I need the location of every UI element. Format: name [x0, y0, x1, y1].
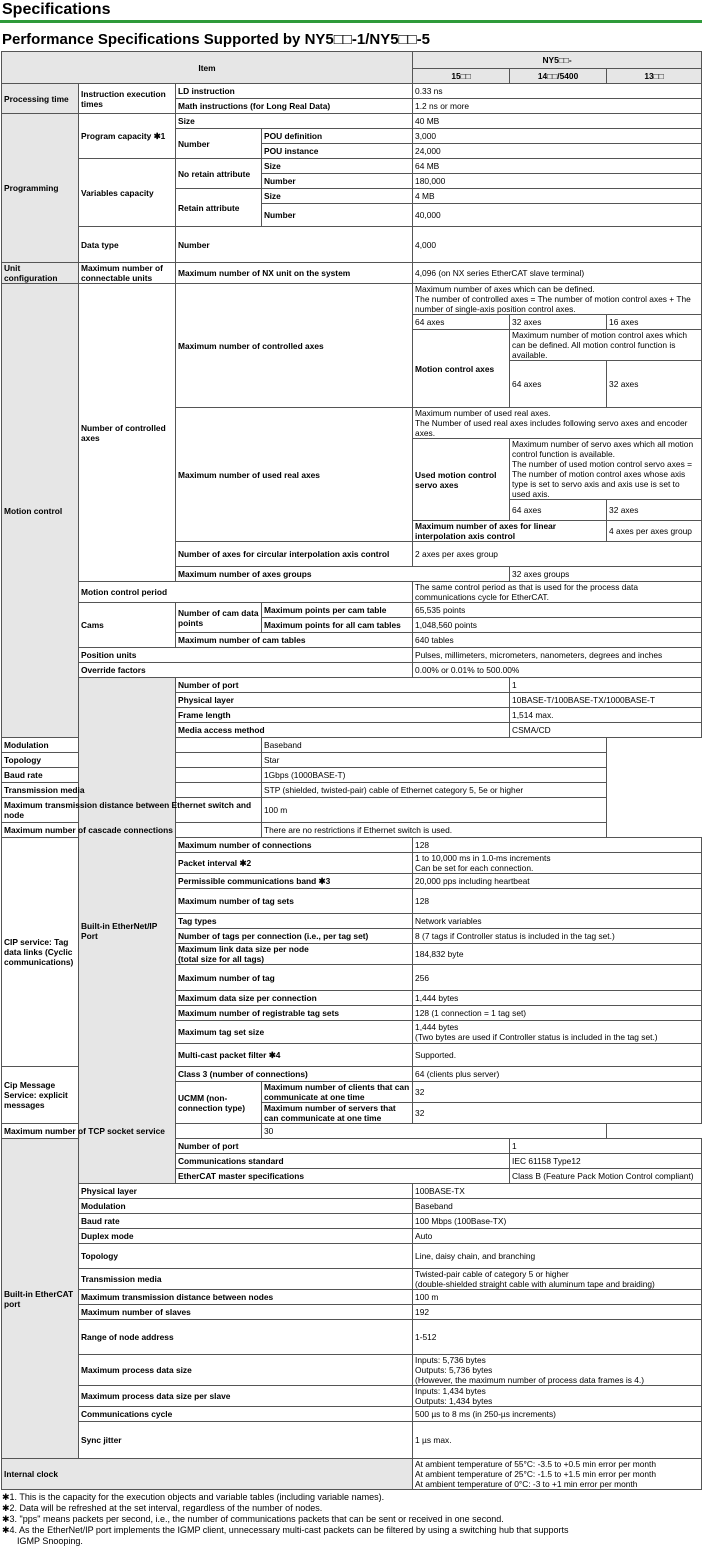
data-type-label: Data type: [79, 227, 176, 263]
cip-row-label: Maximum number of tag sets: [176, 889, 413, 914]
ethernet-row-label: Maximum transmission distance between Ethernet switch and node: [2, 798, 262, 823]
max-controlled-axes-15: 64 axes: [413, 315, 510, 330]
ethercat-row-label: Communications cycle: [79, 1407, 413, 1422]
table-row: [2, 284, 702, 315]
cams-label: Cams: [79, 603, 176, 648]
cip-tag-label: CIP service: Tag data links (Cyclic communications): [2, 838, 79, 1067]
controlled-axes-label: Number of controlled axes: [79, 284, 176, 582]
ethercat-row-label: Range of node address: [79, 1320, 413, 1355]
cip-row-label: Permissible communications band ✱3: [176, 874, 413, 889]
used-servo-axes-14: 32 axes: [607, 500, 702, 521]
model-header: NY5□□-: [413, 52, 702, 69]
table-row: [2, 1269, 702, 1290]
cip-row-value: 8 (7 tags if Controller status is included in the tag set.): [413, 929, 702, 944]
specifications-table-body: [2, 52, 702, 1490]
points-all-label: Maximum points for all cam tables: [262, 618, 413, 633]
table-row: [2, 648, 702, 663]
no-retain-size-label: Size: [262, 159, 413, 174]
ethercat-row-value: Auto: [413, 1229, 702, 1244]
cip-row-value: 128 (1 connection = 1 tag set): [413, 1006, 702, 1021]
cip-row-label: Multi-cast packet filter ✱4: [176, 1044, 413, 1067]
math-instructions-value: 1.2 ns or more: [413, 99, 702, 114]
cip-row-label: Maximum number of connections: [176, 838, 413, 853]
class3-value: 64 (clients plus server): [413, 1067, 702, 1082]
max-nx-units-label: Maximum number of NX unit on the system: [176, 263, 413, 284]
override-factors-value: 0.00% or 0.01% to 500.00%: [413, 663, 702, 678]
table-row: [2, 1355, 702, 1386]
footnote-3: ✱3. "pps" means packets per second, i.e., the number of communications packets that can be sent or received in one second.: [2, 1514, 504, 1524]
ethernet-row-label: Maximum number of cascade connections: [2, 823, 262, 838]
ld-instruction-label: LD instruction: [176, 84, 413, 99]
ethercat-row-value: Twisted-pair cable of category 5 or higher (double-shielded straight cable with aluminum tape and braiding): [413, 1269, 702, 1290]
ethercat-row-label: Maximum transmission distance between nodes: [79, 1290, 413, 1305]
cip-row-label: Number of tags per connection (i.e., per tag set): [176, 929, 413, 944]
retain-number-value: 40,000: [413, 204, 702, 227]
table-row: [2, 159, 702, 174]
cip-row-value: 128: [413, 889, 702, 914]
axes-groups-label: Maximum number of axes groups: [176, 567, 510, 582]
table-row: [2, 1229, 702, 1244]
internal-clock-category: Internal clock: [2, 1459, 413, 1490]
cip-row-value: 1,444 bytes (Two bytes are used if Controller status is included in the tag set.): [413, 1021, 702, 1044]
footnote-2: ✱2. Data will be refreshed at the set interval, regardless of the number of nodes.: [2, 1503, 323, 1513]
cip-row-value: 128: [413, 838, 702, 853]
table-row: [2, 1386, 702, 1407]
override-factors-label: Override factors: [79, 663, 413, 678]
motion-control-axes-14: 32 axes: [607, 361, 702, 408]
ucmm-clients-value: 32: [413, 1082, 702, 1103]
ethercat-row-label: Physical layer: [79, 1184, 413, 1199]
cam-tables-label: Maximum number of cam tables: [176, 633, 413, 648]
retain-number-label: Number: [262, 204, 413, 227]
table-row: [2, 52, 702, 69]
footnote-1: ✱1. This is the capacity for the execution objects and variable tables (including variable names).: [2, 1492, 385, 1502]
ethercat-row-label: Communications standard: [176, 1154, 510, 1169]
ethernet-row-value: 1: [510, 678, 702, 693]
max-used-real-axes-label: Maximum number of used real axes: [176, 408, 413, 542]
points-all-value: 1,048,560 points: [413, 618, 702, 633]
math-instructions-label: Math instructions (for Long Real Data): [176, 99, 413, 114]
ethercat-row-label: Maximum process data size: [79, 1355, 413, 1386]
ethercat-row-value: Class B (Feature Pack Motion Control compliant): [510, 1169, 702, 1184]
used-servo-axes-label: Used motion control servo axes: [413, 439, 510, 521]
used-servo-axes-15: 64 axes: [510, 500, 607, 521]
table-row: [2, 263, 702, 284]
ethercat-row-value: 100BASE-TX: [413, 1184, 702, 1199]
cip-row-value: 1,444 bytes: [413, 991, 702, 1006]
ucmm-servers-label: Maximum number of servers that can communicate at one time: [262, 1103, 413, 1124]
ethernet-row-label: Media access method: [176, 723, 510, 738]
retain-size-value: 4 MB: [413, 189, 702, 204]
tcp-socket-value: 30: [262, 1124, 607, 1139]
ethernet-row-label: Baud rate: [2, 768, 262, 783]
ethernet-row-label: Modulation: [2, 738, 262, 753]
no-retain-size-value: 64 MB: [413, 159, 702, 174]
retain-label: Retain attribute: [176, 189, 262, 227]
cip-row-label: Maximum tag set size: [176, 1021, 413, 1044]
cip-row-label: Maximum data size per connection: [176, 991, 413, 1006]
cip-row-value: 184,832 byte: [413, 944, 702, 965]
ethercat-row-label: Modulation: [79, 1199, 413, 1214]
motion-control-axes-15: 64 axes: [510, 361, 607, 408]
model-col-15: 15□□: [413, 69, 510, 84]
cam-tables-value: 640 tables: [413, 633, 702, 648]
section-title: Performance Specifications Supported by NY5□□-1/NY5□□-5: [2, 31, 431, 48]
ethernet-row-label: Topology: [2, 753, 262, 768]
ethercat-row-value: 1-512: [413, 1320, 702, 1355]
ethercat-row-label: Topology: [79, 1244, 413, 1269]
tcp-socket-label: Maximum number of TCP socket service: [2, 1124, 262, 1139]
cip-row-label: Tag types: [176, 914, 413, 929]
max-controlled-axes-label: Maximum number of controlled axes: [176, 284, 413, 408]
ethernet-row-value: 1Gbps (1000BASE-T): [262, 768, 607, 783]
footnote-4: ✱4. As the EtherNet/IP port implements the IGMP client, unnecessary multi-cast packets can be filtered by using a switching hub that supports IGMP Snooping.: [2, 1525, 569, 1546]
cip-row-label: Packet interval ✱2: [176, 853, 413, 874]
table-row: [2, 1422, 702, 1459]
ethernet-row-value: STP (shielded, twisted-pair) cable of Ethernet category 5, 5e or higher: [262, 783, 607, 798]
table-row: [2, 1407, 702, 1422]
ethercat-row-label: Maximum number of slaves: [79, 1305, 413, 1320]
item-header: Item: [2, 52, 413, 84]
ethernet-row-value: 100 m: [262, 798, 607, 823]
table-row: [2, 1305, 702, 1320]
table-row: [2, 114, 702, 129]
control-period-label: Motion control period: [79, 582, 413, 603]
max-used-real-axes-desc: Maximum number of used real axes. The Number of used real axes includes following servo axes and encoder axes.: [413, 408, 702, 439]
model-col-14: 14□□/5400: [510, 69, 607, 84]
ethernet-row-value: 1,514 max.: [510, 708, 702, 723]
cip-row-value: Network variables: [413, 914, 702, 929]
table-row: [2, 768, 702, 783]
table-row: [2, 783, 702, 798]
max-connectable-label: Maximum number of connectable units: [79, 263, 176, 284]
ethercat-row-label: Sync jitter: [79, 1422, 413, 1459]
table-row: [2, 1290, 702, 1305]
variables-capacity-label: Variables capacity: [79, 159, 176, 227]
ethercat-row-value: 100 Mbps (100Base-TX): [413, 1214, 702, 1229]
table-row: [2, 582, 702, 603]
table-row: [2, 1459, 702, 1490]
ethercat-row-value: Baseband: [413, 1199, 702, 1214]
ethercat-row-value: Line, daisy chain, and branching: [413, 1244, 702, 1269]
processing-time-category: Processing time: [2, 84, 79, 114]
motion-control-axes-desc: Maximum number of motion control axes which can be defined. All motion control function is available.: [510, 330, 702, 361]
points-per-table-value: 65,535 points: [413, 603, 702, 618]
motion-control-category: Motion control: [2, 284, 79, 738]
ethernet-row-label: Transmission media: [2, 783, 262, 798]
no-retain-label: No retain attribute: [176, 159, 262, 189]
position-units-value: Pulses, millimeters, micrometers, nanometers, degrees and inches: [413, 648, 702, 663]
title-rule: [0, 20, 702, 23]
ethernet-row-value: There are no restrictions if Ethernet switch is used.: [262, 823, 607, 838]
table-row: [2, 798, 702, 823]
table-row: [2, 1184, 702, 1199]
table-row: [2, 678, 702, 693]
page-title: Specifications: [2, 1, 111, 18]
program-capacity-label: Program capacity ✱1: [79, 114, 176, 159]
program-size-value: 40 MB: [413, 114, 702, 129]
ethercat-row-label: Maximum process data size per slave: [79, 1386, 413, 1407]
program-number-label: Number: [176, 129, 262, 159]
ethercat-row-label: Baud rate: [79, 1214, 413, 1229]
cip-row-label: Maximum number of registrable tag sets: [176, 1006, 413, 1021]
ethercat-category: Built-in EtherCAT port: [2, 1139, 79, 1459]
table-row: [2, 1199, 702, 1214]
control-period-value: The same control period as that is used for the process data communications cycle for EtherCAT.: [413, 582, 702, 603]
circular-interp-value: 2 axes per axes group: [413, 542, 702, 567]
ethercat-row-label: EtherCAT master specifications: [176, 1169, 510, 1184]
table-row: [2, 1124, 702, 1139]
max-nx-units-value: 4,096 (on NX series EtherCAT slave terminal): [413, 263, 702, 284]
table-row: [2, 1244, 702, 1269]
axes-groups-value: 32 axes groups: [510, 567, 702, 582]
ethernet-row-value: CSMA/CD: [510, 723, 702, 738]
pou-instance-value: 24,000: [413, 144, 702, 159]
pou-definition-value: 3,000: [413, 129, 702, 144]
circular-interp-label: Number of axes for circular interpolation axis control: [176, 542, 413, 567]
pou-instance-label: POU instance: [262, 144, 413, 159]
footnotes: [0, 1492, 702, 1547]
cip-row-label: Maximum link data size per node (total size for all tags): [176, 944, 413, 965]
ethernet-row-label: Frame length: [176, 708, 510, 723]
class3-label: Class 3 (number of connections): [176, 1067, 413, 1082]
data-type-value: 4,000: [413, 227, 702, 263]
ethercat-row-value: 100 m: [413, 1290, 702, 1305]
cip-message-label: Cip Message Service: explicit messages: [2, 1067, 79, 1124]
instruction-exec-label: Instruction execution times: [79, 84, 176, 114]
ethernet-row-value: Baseband: [262, 738, 607, 753]
ethercat-row-value: IEC 61158 Type12: [510, 1154, 702, 1169]
ethercat-row-value: Inputs: 5,736 bytes Outputs: 5,736 bytes (However, the maximum number of process data frames is 4.): [413, 1355, 702, 1386]
ucmm-label: UCMM (non-connection type): [176, 1082, 262, 1124]
program-size-label: Size: [176, 114, 413, 129]
data-type-number-label: Number: [176, 227, 413, 263]
motion-control-axes-label: Motion control axes: [413, 330, 510, 408]
points-per-table-label: Maximum points per cam table: [262, 603, 413, 618]
max-controlled-axes-13: 16 axes: [607, 315, 702, 330]
ethercat-row-value: 192: [413, 1305, 702, 1320]
internal-clock-value: At ambient temperature of 55°C: -3.5 to +0.5 min error per month At ambient temperature of 25°C: -1.5 to +1.5 min error per month At ambient temperature of 0°C: -3 to +1 min error per month: [413, 1459, 702, 1490]
ethercat-row-value: 1 µs max.: [413, 1422, 702, 1459]
cip-row-value: 256: [413, 965, 702, 991]
ethercat-row-label: Duplex mode: [79, 1229, 413, 1244]
cip-row-value: 1 to 10,000 ms in 1.0-ms increments Can be set for each connection.: [413, 853, 702, 874]
cip-row-value: 20,000 pps including heartbeat: [413, 874, 702, 889]
table-row: [2, 603, 702, 618]
table-row: [2, 84, 702, 99]
ethercat-row-value: Inputs: 1,434 bytes Outputs: 1,434 bytes: [413, 1386, 702, 1407]
table-row: [2, 753, 702, 768]
cam-data-points-label: Number of cam data points: [176, 603, 262, 633]
programming-category: Programming: [2, 114, 79, 263]
table-row: [2, 227, 702, 263]
specifications-table: [1, 51, 702, 1490]
ld-instruction-value: 0.33 ns: [413, 84, 702, 99]
max-controlled-axes-desc: Maximum number of axes which can be defined. The number of controlled axes = The number of motion control axes + The number of single-axis position control axes.: [413, 284, 702, 315]
table-row: [2, 663, 702, 678]
linear-interp-value: 4 axes per axes group: [607, 521, 702, 542]
model-col-13: 13□□: [607, 69, 702, 84]
ethercat-row-label: Number of port: [176, 1139, 510, 1154]
ethernet-category: Built-in EtherNet/IP Port: [79, 678, 176, 1184]
ucmm-clients-label: Maximum number of clients that can communicate at one time: [262, 1082, 413, 1103]
table-row: [2, 1214, 702, 1229]
ethernet-row-label: Physical layer: [176, 693, 510, 708]
ethercat-row-value: 1: [510, 1139, 702, 1154]
ucmm-servers-value: 32: [413, 1103, 702, 1124]
linear-interp-label: Maximum number of axes for linear interpolation axis control: [413, 521, 607, 542]
ethercat-row-value: 500 µs to 8 ms (in 250-µs increments): [413, 1407, 702, 1422]
position-units-label: Position units: [79, 648, 413, 663]
table-row: [2, 738, 702, 753]
no-retain-number-label: Number: [262, 174, 413, 189]
retain-size-label: Size: [262, 189, 413, 204]
ethernet-row-label: Number of port: [176, 678, 510, 693]
used-servo-axes-desc: Maximum number of servo axes which all motion control function is available. The number of used motion control servo axes = The number of motion control axes whose axis type is set to servo axis and axis use is set to used axis.: [510, 439, 702, 500]
ethernet-row-value: Star: [262, 753, 607, 768]
unit-configuration-category: Unit configuration: [2, 263, 79, 284]
cip-row-value: Supported.: [413, 1044, 702, 1067]
ethercat-row-label: Transmission media: [79, 1269, 413, 1290]
max-controlled-axes-14: 32 axes: [510, 315, 607, 330]
table-row: [2, 823, 702, 838]
pou-definition-label: POU definition: [262, 129, 413, 144]
cip-row-label: Maximum number of tag: [176, 965, 413, 991]
ethernet-row-value: 10BASE-T/100BASE-TX/1000BASE-T: [510, 693, 702, 708]
no-retain-number-value: 180,000: [413, 174, 702, 189]
table-row: [2, 1320, 702, 1355]
